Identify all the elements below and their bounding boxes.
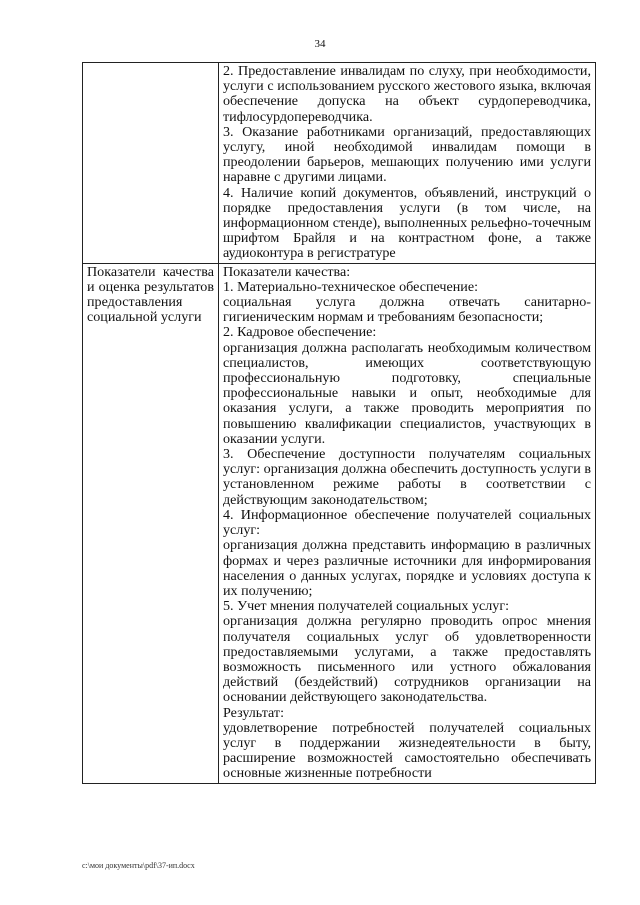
paragraph: 1. Материально-техническое обеспечение: xyxy=(223,278,479,295)
page-number: 34 xyxy=(314,38,326,50)
paragraph: 2. Кадровое обеспечение: xyxy=(223,324,377,341)
paragraph: удовлетворение потребностей получателей социальных услуг в поддержании жизнедеятельности в быту, расширение возможностей самостоятельно обеспечивать основные жизненные потребности xyxy=(223,719,591,782)
paragraph: 4. Информационное обеспечение получателей социальных услуг: xyxy=(223,506,591,539)
paragraph: Результат: xyxy=(223,704,284,721)
paragraph: 4. Наличие копий документов, объявлений, инструкций о порядке предоставления услуги (в том числе, на информационном стенде), выполненных рельефно-точечным шрифтом Брайля и на контрастном фоне, а также аудиоконтура в регистратуре xyxy=(223,184,591,262)
paragraph: организация должна регулярно проводить опрос мнения получателя социальных услуг об удовлетворенности предоставляемыми услугами, а также предоставлять возможность письменного или устного обжалования действий (бездействий) сотрудников организации на основании действующего законодательства. xyxy=(223,613,591,706)
paragraph: социальная услуга должна отвечать санитарно-гигиеническим нормам и требованиям безопасности; xyxy=(223,294,591,326)
table-cell-left xyxy=(83,263,219,783)
table-row xyxy=(83,63,596,264)
document-table xyxy=(82,62,596,784)
paragraph: 5. Учет мнения получателей социальных услуг: xyxy=(223,598,510,615)
paragraph: 3. Оказание работниками организаций, предоставляющих услугу, иной необходимой инвалидам помощи в преодолении барьеров, мешающих получению ими услуги наравне с другими лицами. xyxy=(223,123,591,186)
table-cell-left xyxy=(83,63,219,264)
paragraph: 3. Обеспечение доступности получателям социальных услуг: организация должна обеспечить доступность услуги в установленном режиме работы в соответствии с действующим законодательством; xyxy=(223,446,591,508)
paragraph: организация должна располагать необходимым количеством специалистов, имеющих соответствующую профессиональную подготовку, специальные профессиональные навыки и опыт, необходимые для оказания услуги, а также проводить мероприятия по повышению квалификации специалистов, участвующих в оказании услуги. xyxy=(223,339,591,447)
paragraph: 2. Предоставление инвалидам по слуху, при необходимости, услуги с использованием русского жестового языка, включая обеспечение допуска на объект сурдопереводчика, тифлосурдопереводчика. xyxy=(223,63,591,125)
row-heading: Показатели качества и оценка результатов предоставления социальной услуги xyxy=(87,263,214,326)
table-cell-right xyxy=(219,263,596,783)
table-cell-right xyxy=(219,63,596,264)
paragraph: Показатели качества: xyxy=(223,263,351,280)
paragraph: организация должна представить информацию в различных формах и через различные источники для информирования населения о данных услугах, порядке и условиях доступа к их получению; xyxy=(223,537,591,599)
table-row xyxy=(83,263,596,783)
footer-file-path: c:\мои документы\pdf\37-ип.docx xyxy=(82,861,195,870)
